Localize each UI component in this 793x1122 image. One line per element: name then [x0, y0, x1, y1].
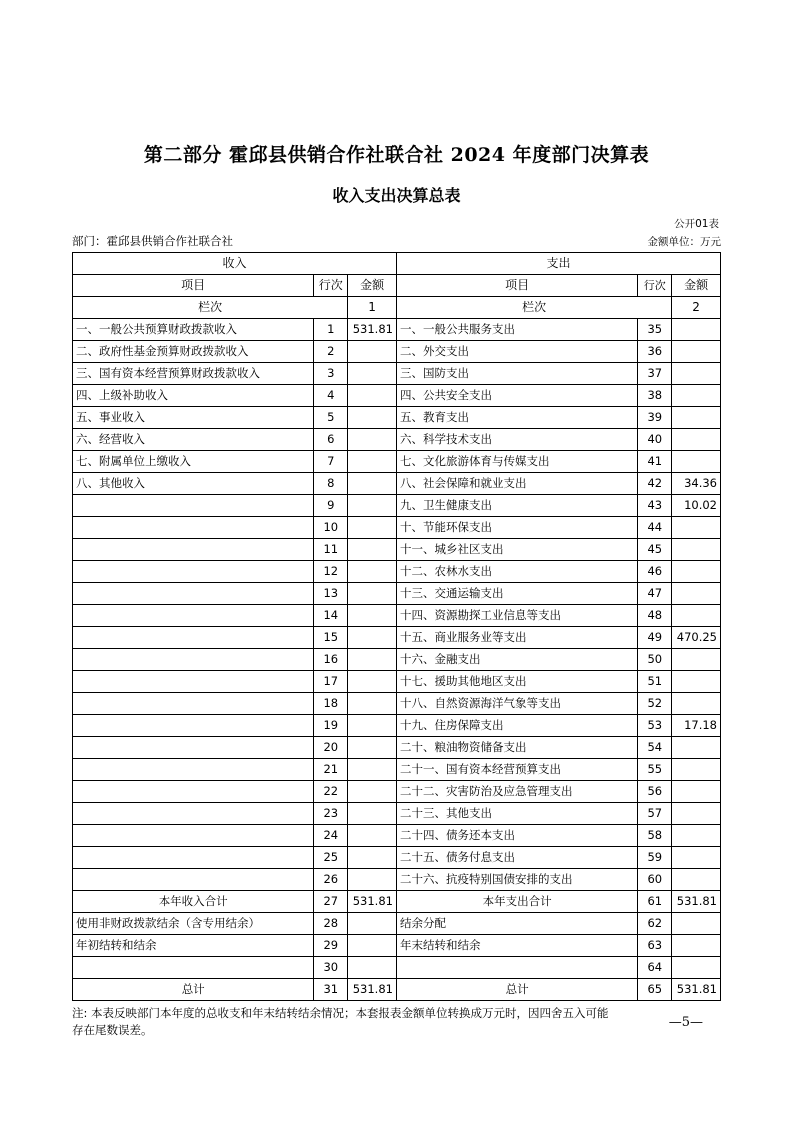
footnote-line-2: 存在尾数误差。 [72, 1023, 153, 1037]
income-rownum: 12 [314, 561, 348, 583]
expense-amount: 10.02 [672, 495, 721, 517]
income-item: 四、上级补助收入 [73, 385, 314, 407]
expense-amount [672, 913, 721, 935]
income-amount [348, 847, 397, 869]
income-rownum: 8 [314, 473, 348, 495]
expense-rownum: 60 [638, 869, 672, 891]
table-row [73, 825, 721, 847]
income-item: 二、政府性基金预算财政拨款收入 [73, 341, 314, 363]
income-item: 五、事业收入 [73, 407, 314, 429]
income-rownum: 16 [314, 649, 348, 671]
table-row [73, 407, 721, 429]
expense-rownum: 40 [638, 429, 672, 451]
expense-item: 二十四、债务还本支出 [396, 825, 637, 847]
income-rownum: 13 [314, 583, 348, 605]
form-code: 公开01表 [674, 218, 719, 230]
expense-rownum: 53 [638, 715, 672, 737]
expense-item: 七、文化旅游体育与传媒支出 [396, 451, 637, 473]
header-income-amount: 金额 [348, 275, 397, 297]
income-rownum: 18 [314, 693, 348, 715]
table-row [73, 473, 721, 495]
header-group-income: 收入 [73, 253, 397, 275]
income-amount [348, 495, 397, 517]
income-item [73, 605, 314, 627]
income-amount [348, 407, 397, 429]
income-item [73, 957, 314, 979]
expense-rownum: 62 [638, 913, 672, 935]
expense-item: 十九、住房保障支出 [396, 715, 637, 737]
income-amount [348, 825, 397, 847]
expense-amount: 531.81 [672, 979, 721, 1001]
expense-item: 二、外交支出 [396, 341, 637, 363]
expense-item: 五、教育支出 [396, 407, 637, 429]
page-title: 第二部分 霍邱县供销合作社联合社 2024 年度部门决算表 [143, 144, 650, 166]
income-item [73, 671, 314, 693]
expense-amount [672, 363, 721, 385]
expense-item: 十三、交通运输支出 [396, 583, 637, 605]
income-amount [348, 715, 397, 737]
header-group-expense: 支出 [396, 253, 720, 275]
income-item: 八、其他收入 [73, 473, 314, 495]
header-expense-index: 2 [672, 297, 721, 319]
expense-amount: 34.36 [672, 473, 721, 495]
income-amount [348, 649, 397, 671]
income-rownum: 28 [314, 913, 348, 935]
table-row [73, 561, 721, 583]
income-amount [348, 781, 397, 803]
income-rownum: 5 [314, 407, 348, 429]
table-row [73, 583, 721, 605]
income-amount [348, 473, 397, 495]
income-item [73, 715, 314, 737]
expense-rownum: 59 [638, 847, 672, 869]
income-item [73, 869, 314, 891]
page-subtitle: 收入支出决算总表 [332, 186, 461, 205]
income-amount [348, 429, 397, 451]
expense-item: 一、一般公共服务支出 [396, 319, 637, 341]
expense-rownum: 47 [638, 583, 672, 605]
expense-amount [672, 539, 721, 561]
header-income-item: 项目 [73, 275, 314, 297]
income-rownum: 27 [314, 891, 348, 913]
income-item: 本年收入合计 [73, 891, 314, 913]
expense-item: 本年支出合计 [396, 891, 637, 913]
income-item [73, 825, 314, 847]
expense-item: 三、国防支出 [396, 363, 637, 385]
income-amount [348, 385, 397, 407]
meta-row [72, 233, 721, 249]
expense-rownum: 52 [638, 693, 672, 715]
table-row [73, 451, 721, 473]
expense-amount [672, 693, 721, 715]
expense-item: 十八、自然资源海洋气象等支出 [396, 693, 637, 715]
income-rownum: 15 [314, 627, 348, 649]
table-row [73, 781, 721, 803]
table-row [73, 957, 721, 979]
income-rownum: 25 [314, 847, 348, 869]
expense-item: 四、公共安全支出 [396, 385, 637, 407]
expense-amount [672, 385, 721, 407]
expense-item: 十二、农林水支出 [396, 561, 637, 583]
expense-amount [672, 319, 721, 341]
income-rownum: 9 [314, 495, 348, 517]
income-amount [348, 605, 397, 627]
expense-rownum: 45 [638, 539, 672, 561]
income-amount [348, 737, 397, 759]
expense-item: 二十一、国有资本经营预算支出 [396, 759, 637, 781]
income-amount [348, 451, 397, 473]
expense-rownum: 39 [638, 407, 672, 429]
income-item [73, 759, 314, 781]
expense-amount [672, 407, 721, 429]
expense-amount [672, 935, 721, 957]
expense-rownum: 54 [638, 737, 672, 759]
table-row [73, 495, 721, 517]
expense-amount [672, 671, 721, 693]
expense-amount: 17.18 [672, 715, 721, 737]
expense-rownum: 50 [638, 649, 672, 671]
income-amount: 531.81 [348, 319, 397, 341]
expense-rownum: 44 [638, 517, 672, 539]
expense-rownum: 57 [638, 803, 672, 825]
table-row [73, 869, 721, 891]
table-row [73, 539, 721, 561]
expense-rownum: 63 [638, 935, 672, 957]
expense-item: 二十二、灾害防治及应急管理支出 [396, 781, 637, 803]
table-row [73, 385, 721, 407]
expense-amount [672, 781, 721, 803]
income-rownum: 1 [314, 319, 348, 341]
income-item: 总计 [73, 979, 314, 1001]
income-item [73, 517, 314, 539]
income-rownum: 2 [314, 341, 348, 363]
expense-amount [672, 847, 721, 869]
table-row [73, 935, 721, 957]
income-rownum: 14 [314, 605, 348, 627]
income-amount [348, 671, 397, 693]
income-rownum: 6 [314, 429, 348, 451]
expense-rownum: 36 [638, 341, 672, 363]
income-amount: 531.81 [348, 891, 397, 913]
income-item [73, 539, 314, 561]
expense-rownum: 41 [638, 451, 672, 473]
expense-item: 二十五、债务付息支出 [396, 847, 637, 869]
expense-rownum: 51 [638, 671, 672, 693]
table-body [73, 253, 721, 1001]
income-item [73, 781, 314, 803]
header-income-rownum: 行次 [314, 275, 348, 297]
income-amount [348, 693, 397, 715]
income-rownum: 26 [314, 869, 348, 891]
income-rownum: 22 [314, 781, 348, 803]
income-rownum: 11 [314, 539, 348, 561]
income-item [73, 627, 314, 649]
table-row [73, 605, 721, 627]
expense-item: 结余分配 [396, 913, 637, 935]
income-item [73, 495, 314, 517]
table-row [73, 627, 721, 649]
header-income-label: 栏次 [73, 297, 348, 319]
expense-item: 二十、粮油物资储备支出 [396, 737, 637, 759]
header-expense-item: 项目 [396, 275, 637, 297]
table-row-total [73, 979, 721, 1001]
expense-amount [672, 825, 721, 847]
expense-item: 年末结转和结余 [396, 935, 637, 957]
table-row [73, 715, 721, 737]
expense-item: 二十三、其他支出 [396, 803, 637, 825]
expense-item: 十七、援助其他地区支出 [396, 671, 637, 693]
income-rownum: 19 [314, 715, 348, 737]
expense-rownum: 46 [638, 561, 672, 583]
expense-item: 二十六、抗疫特别国债安排的支出 [396, 869, 637, 891]
expense-amount [672, 517, 721, 539]
income-amount: 531.81 [348, 979, 397, 1001]
expense-item: 总计 [396, 979, 637, 1001]
expense-amount [672, 605, 721, 627]
expense-item: 十五、商业服务业等支出 [396, 627, 637, 649]
income-rownum: 31 [314, 979, 348, 1001]
expense-amount [672, 341, 721, 363]
table-row [73, 737, 721, 759]
expense-rownum: 43 [638, 495, 672, 517]
header-income-index: 1 [348, 297, 397, 319]
income-amount [348, 517, 397, 539]
income-item [73, 803, 314, 825]
table-row-subtotal [73, 891, 721, 913]
table-row [73, 759, 721, 781]
income-item: 七、附属单位上缴收入 [73, 451, 314, 473]
table-row [73, 363, 721, 385]
table-row [73, 693, 721, 715]
income-item: 一、一般公共预算财政拨款收入 [73, 319, 314, 341]
department-line: 部门：霍邱县供销合作社联合社 [72, 234, 233, 248]
table-row [73, 649, 721, 671]
income-amount [348, 627, 397, 649]
table-row [73, 319, 721, 341]
income-amount [348, 869, 397, 891]
table-header-index [73, 297, 721, 319]
expense-item: 十一、城乡社区支出 [396, 539, 637, 561]
expense-amount [672, 649, 721, 671]
income-rownum: 4 [314, 385, 348, 407]
income-rownum: 21 [314, 759, 348, 781]
income-rownum: 20 [314, 737, 348, 759]
table-row [73, 803, 721, 825]
expense-rownum: 42 [638, 473, 672, 495]
income-amount [348, 341, 397, 363]
table-row [73, 847, 721, 869]
expense-rownum: 35 [638, 319, 672, 341]
income-rownum: 30 [314, 957, 348, 979]
page-number: —5— [668, 1015, 703, 1030]
income-rownum: 29 [314, 935, 348, 957]
header-expense-rownum: 行次 [638, 275, 672, 297]
income-item: 使用非财政拨款结余（含专用结余） [73, 913, 314, 935]
income-amount [348, 935, 397, 957]
income-item [73, 693, 314, 715]
income-amount [348, 803, 397, 825]
income-rownum: 7 [314, 451, 348, 473]
table-row [73, 671, 721, 693]
income-rownum: 10 [314, 517, 348, 539]
header-expense-label: 栏次 [396, 297, 671, 319]
expense-rownum: 56 [638, 781, 672, 803]
income-item [73, 583, 314, 605]
income-item: 年初结转和结余 [73, 935, 314, 957]
header-expense-amount: 金额 [672, 275, 721, 297]
expense-amount [672, 583, 721, 605]
expense-amount: 470.25 [672, 627, 721, 649]
table-row [73, 341, 721, 363]
income-amount [348, 583, 397, 605]
income-item [73, 649, 314, 671]
budget-table [72, 252, 721, 1001]
income-amount [348, 759, 397, 781]
table-row [73, 517, 721, 539]
table-row [73, 429, 721, 451]
income-rownum: 23 [314, 803, 348, 825]
expense-rownum: 61 [638, 891, 672, 913]
expense-amount [672, 561, 721, 583]
expense-rownum: 58 [638, 825, 672, 847]
expense-amount [672, 451, 721, 473]
table-row [73, 913, 721, 935]
income-amount [348, 539, 397, 561]
income-rownum: 24 [314, 825, 348, 847]
expense-rownum: 38 [638, 385, 672, 407]
expense-rownum: 55 [638, 759, 672, 781]
income-amount [348, 957, 397, 979]
expense-item: 六、科学技术支出 [396, 429, 637, 451]
footnote-line-1: 注: 本表反映部门本年度的总收支和年末结转结余情况；本套报表金额单位转换成万元时，因四舍五入可能 [72, 1006, 609, 1020]
income-amount [348, 913, 397, 935]
income-item [73, 737, 314, 759]
income-item: 三、国有资本经营预算财政拨款收入 [73, 363, 314, 385]
amount-unit: 金额单位：万元 [647, 236, 721, 248]
expense-item [396, 957, 637, 979]
expense-amount [672, 957, 721, 979]
income-rownum: 17 [314, 671, 348, 693]
income-item [73, 561, 314, 583]
table-header-columns [73, 275, 721, 297]
expense-amount [672, 429, 721, 451]
expense-item: 十、节能环保支出 [396, 517, 637, 539]
table-header-groups [73, 253, 721, 275]
expense-item: 九、卫生健康支出 [396, 495, 637, 517]
expense-rownum: 48 [638, 605, 672, 627]
expense-amount [672, 869, 721, 891]
expense-amount: 531.81 [672, 891, 721, 913]
expense-rownum: 37 [638, 363, 672, 385]
income-amount [348, 561, 397, 583]
expense-rownum: 64 [638, 957, 672, 979]
expense-item: 十六、金融支出 [396, 649, 637, 671]
expense-item: 八、社会保障和就业支出 [396, 473, 637, 495]
expense-item: 十四、资源勘探工业信息等支出 [396, 605, 637, 627]
expense-rownum: 65 [638, 979, 672, 1001]
expense-amount [672, 759, 721, 781]
expense-amount [672, 803, 721, 825]
income-item: 六、经营收入 [73, 429, 314, 451]
expense-amount [672, 737, 721, 759]
income-item [73, 847, 314, 869]
income-amount [348, 363, 397, 385]
income-rownum: 3 [314, 363, 348, 385]
expense-rownum: 49 [638, 627, 672, 649]
